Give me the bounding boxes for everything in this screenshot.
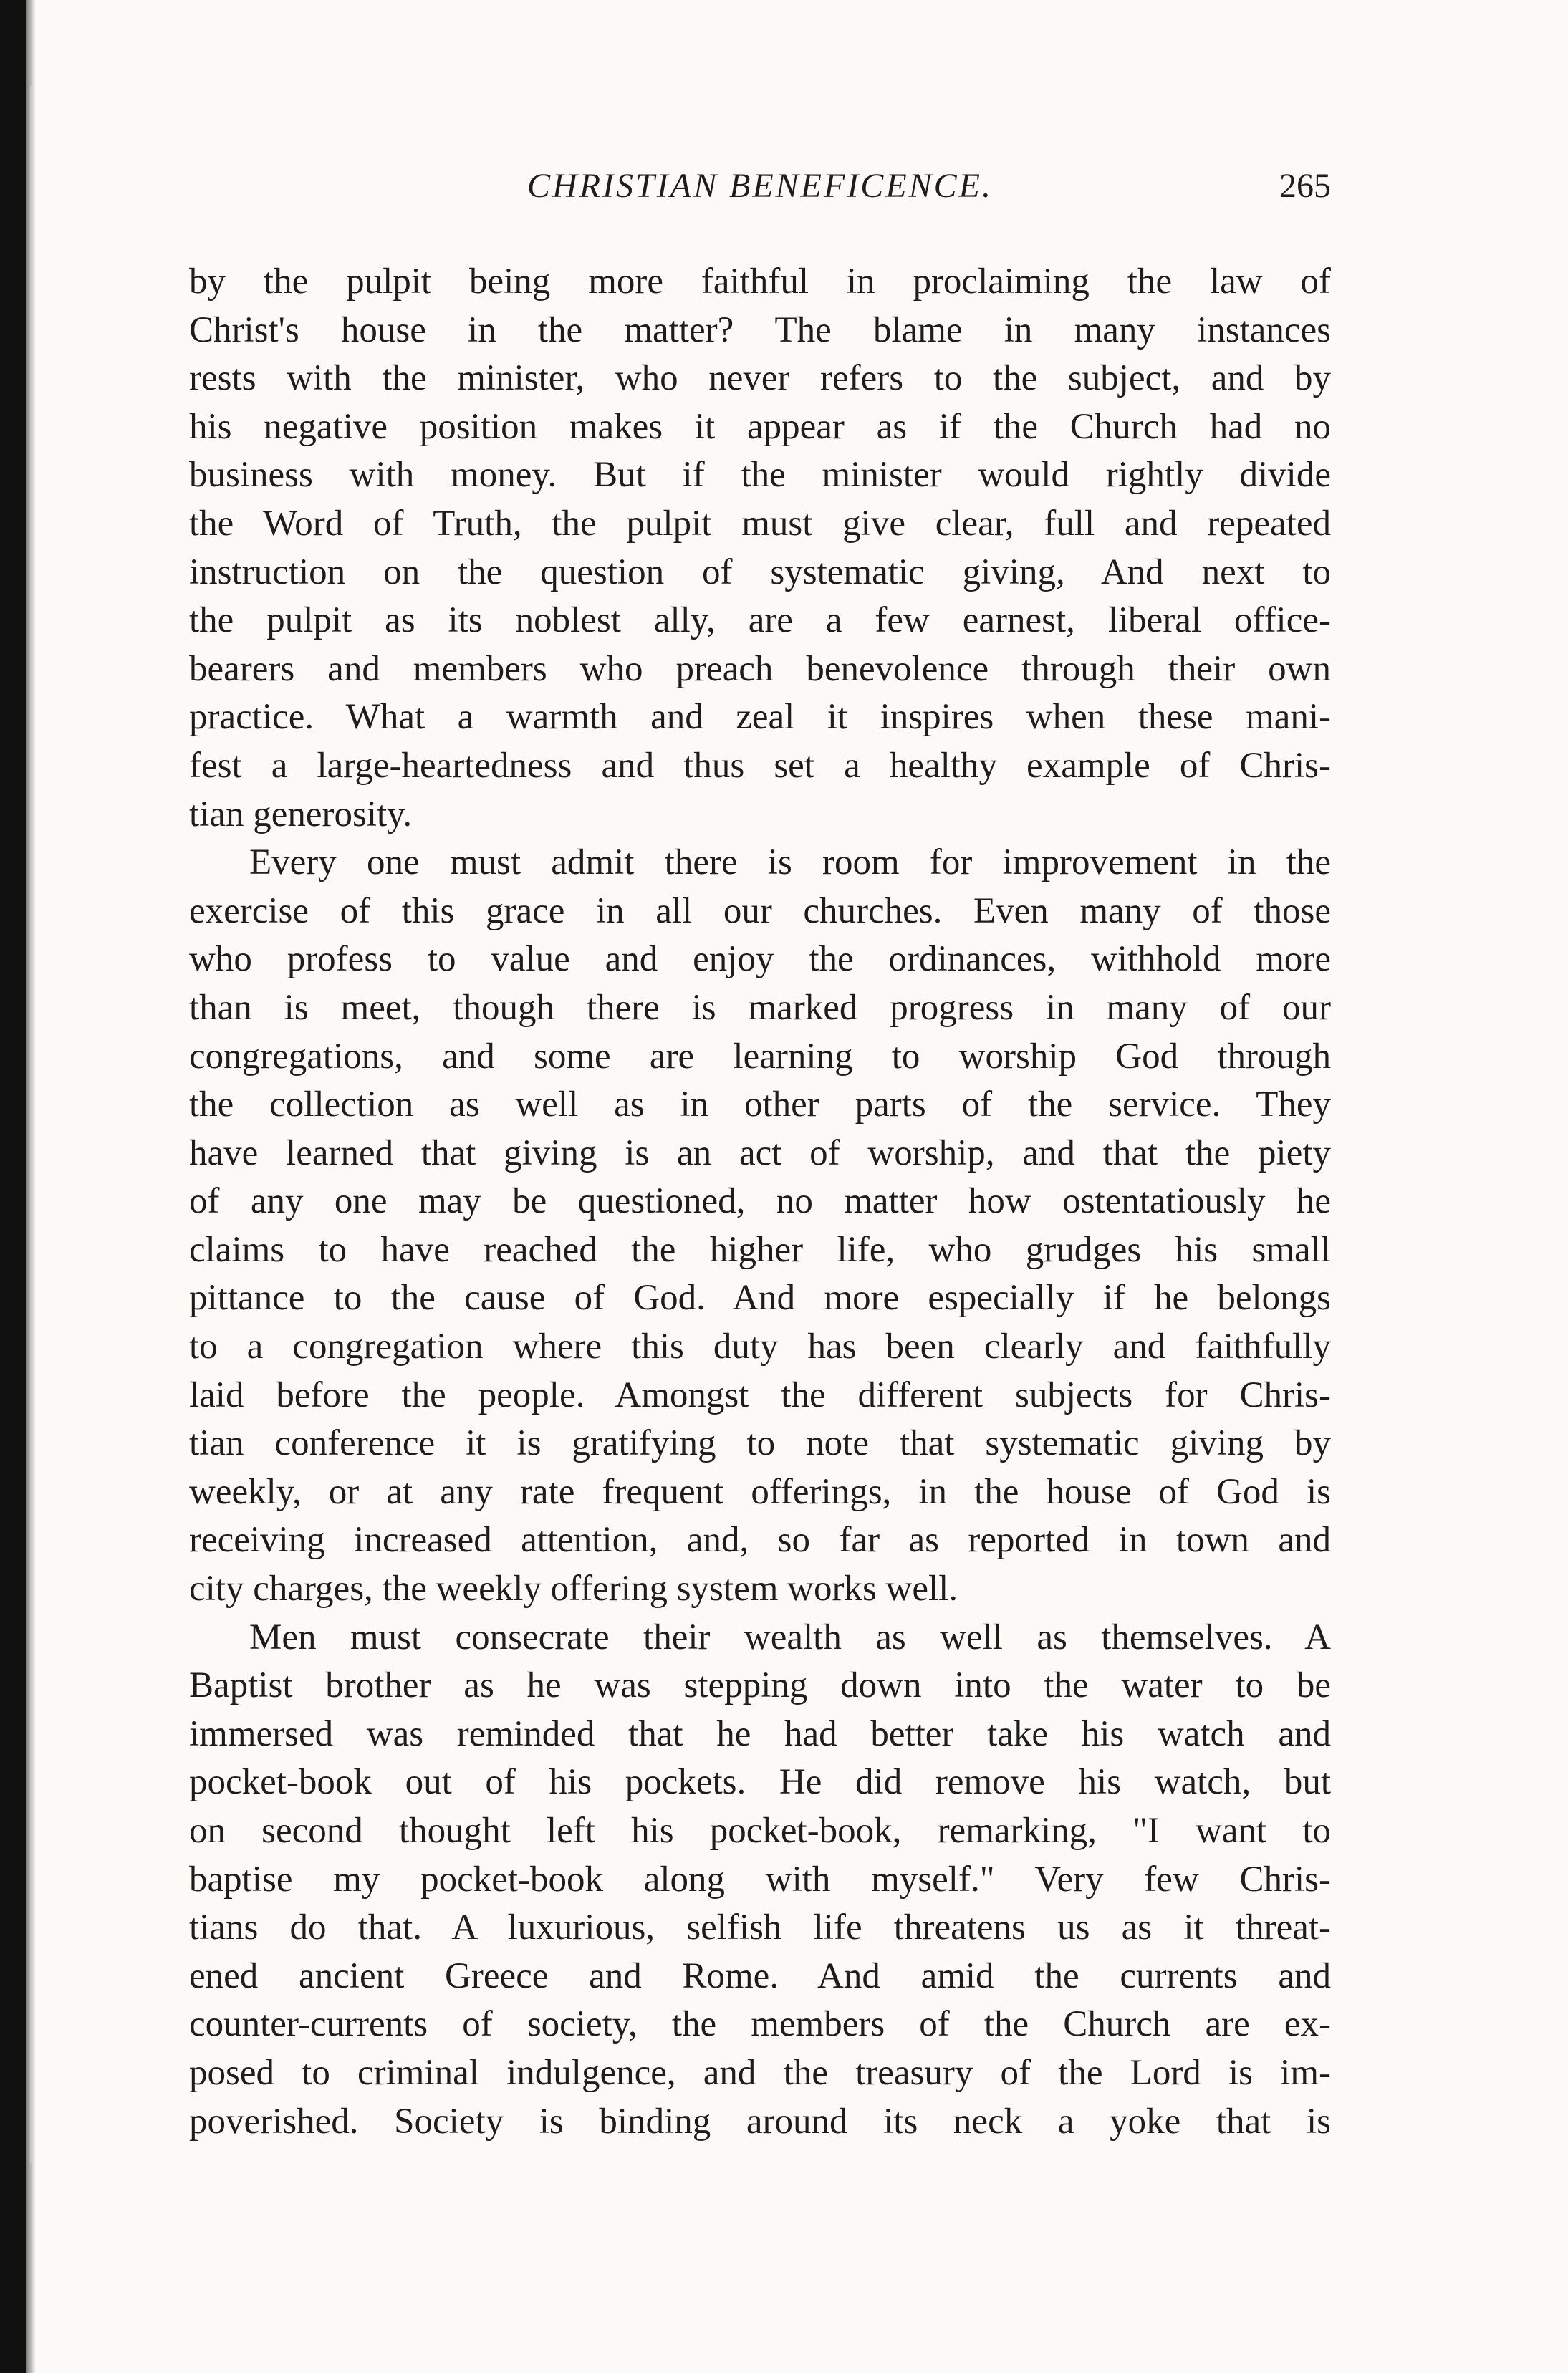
- text-line: tian conference it is gratifying to note that systematic giving by: [189, 1423, 1331, 1464]
- text-line: business with money. But if the minister would rightly divide: [189, 455, 1331, 496]
- running-head: [189, 166, 1331, 216]
- text-line: posed to criminal indulgence, and the treasury of the Lord is im-: [189, 2052, 1331, 2093]
- paragraph-3: [189, 1614, 1331, 2147]
- paragraph-2: [189, 839, 1331, 1614]
- text-line: counter-currents of society, the members of the Church are ex-: [189, 2004, 1331, 2045]
- text-line: instruction on the question of systematic giving, And next to: [189, 552, 1331, 592]
- text-line: congregations, and some are learning to worship God through: [189, 1036, 1331, 1077]
- text-line: than is meet, though there is marked progress in many of our: [189, 987, 1331, 1028]
- text-line: by the pulpit being more faithful in proclaiming the law of: [189, 261, 1331, 302]
- text-line: have learned that giving is an act of worship, and that the piety: [189, 1132, 1331, 1173]
- text-line: laid before the people. Amongst the different subjects for Chris-: [189, 1375, 1331, 1415]
- scan-edge: [0, 0, 26, 2373]
- text-line: pocket-book out of his pockets. He did remove his watch, but: [189, 1762, 1331, 1803]
- page-body: [189, 258, 1331, 2146]
- text-line: poverished. Society is binding around its neck a yoke that is: [189, 2101, 1331, 2142]
- text-line: on second thought left his pocket-book, remarking, "I want to: [189, 1811, 1331, 1851]
- text-line: rests with the minister, who never refers to the subject, and by: [189, 358, 1331, 399]
- margin-rule: [30, 86, 32, 2163]
- text-line: Christ's house in the matter? The blame in many instances: [189, 309, 1331, 350]
- text-line: receiving increased attention, and, so far as reported in town and: [189, 1520, 1331, 1561]
- paragraph-1: [189, 258, 1331, 839]
- text-line: the Word of Truth, the pulpit must give clear, full and repeated: [189, 503, 1331, 544]
- text-line: who profess to value and enjoy the ordinances, withhold more: [189, 939, 1331, 980]
- text-line: baptise my pocket-book along with myself." Very few Chris-: [189, 1859, 1331, 1900]
- text-line: exercise of this grace in all our churches. Even many of those: [189, 890, 1331, 931]
- text-line: claims to have reached the higher life, who grudges his small: [189, 1229, 1331, 1270]
- running-head-title: CHRISTIAN BENEFICENCE.: [527, 167, 993, 205]
- text-line: immersed was reminded that he had better take his watch and: [189, 1713, 1331, 1754]
- text-line: weekly, or at any rate frequent offerings, in the house of God is: [189, 1471, 1331, 1512]
- text-line: his negative position makes it appear as if the Church had no: [189, 406, 1331, 447]
- text-line: the collection as well as in other parts of the service. They: [189, 1084, 1331, 1125]
- text-line: fest a large-heartedness and thus set a healthy example of Chris-: [189, 745, 1331, 786]
- text-line: bearers and members who preach benevolence through their own: [189, 648, 1331, 689]
- text-line: practice. What a warmth and zeal it inspires when these mani-: [189, 697, 1331, 738]
- text-line: Baptist brother as he was stepping down into the water to be: [189, 1665, 1331, 1706]
- text-line: tian generosity.: [189, 794, 413, 834]
- text-line: of any one may be questioned, no matter how ostentatiously he: [189, 1181, 1331, 1222]
- text-line: ened ancient Greece and Rome. And amid the currents and: [189, 1955, 1331, 1996]
- text-line: the pulpit as its noblest ally, are a few earnest, liberal office-: [189, 600, 1331, 641]
- text-line: city charges, the weekly offering system works well.: [189, 1569, 958, 1609]
- text-line: to a congregation where this duty has been clearly and faithfully: [189, 1327, 1331, 1367]
- text-line: Men must consecrate their wealth as well as themselves. A: [249, 1617, 1331, 1657]
- text-line: pittance to the cause of God. And more especially if he belongs: [189, 1278, 1331, 1319]
- text-line: Every one must admit there is room for improvement in the: [249, 842, 1331, 883]
- text-line: tians do that. A luxurious, selfish life threatens us as it threat-: [189, 1907, 1331, 1948]
- page-number: 265: [1279, 167, 1331, 205]
